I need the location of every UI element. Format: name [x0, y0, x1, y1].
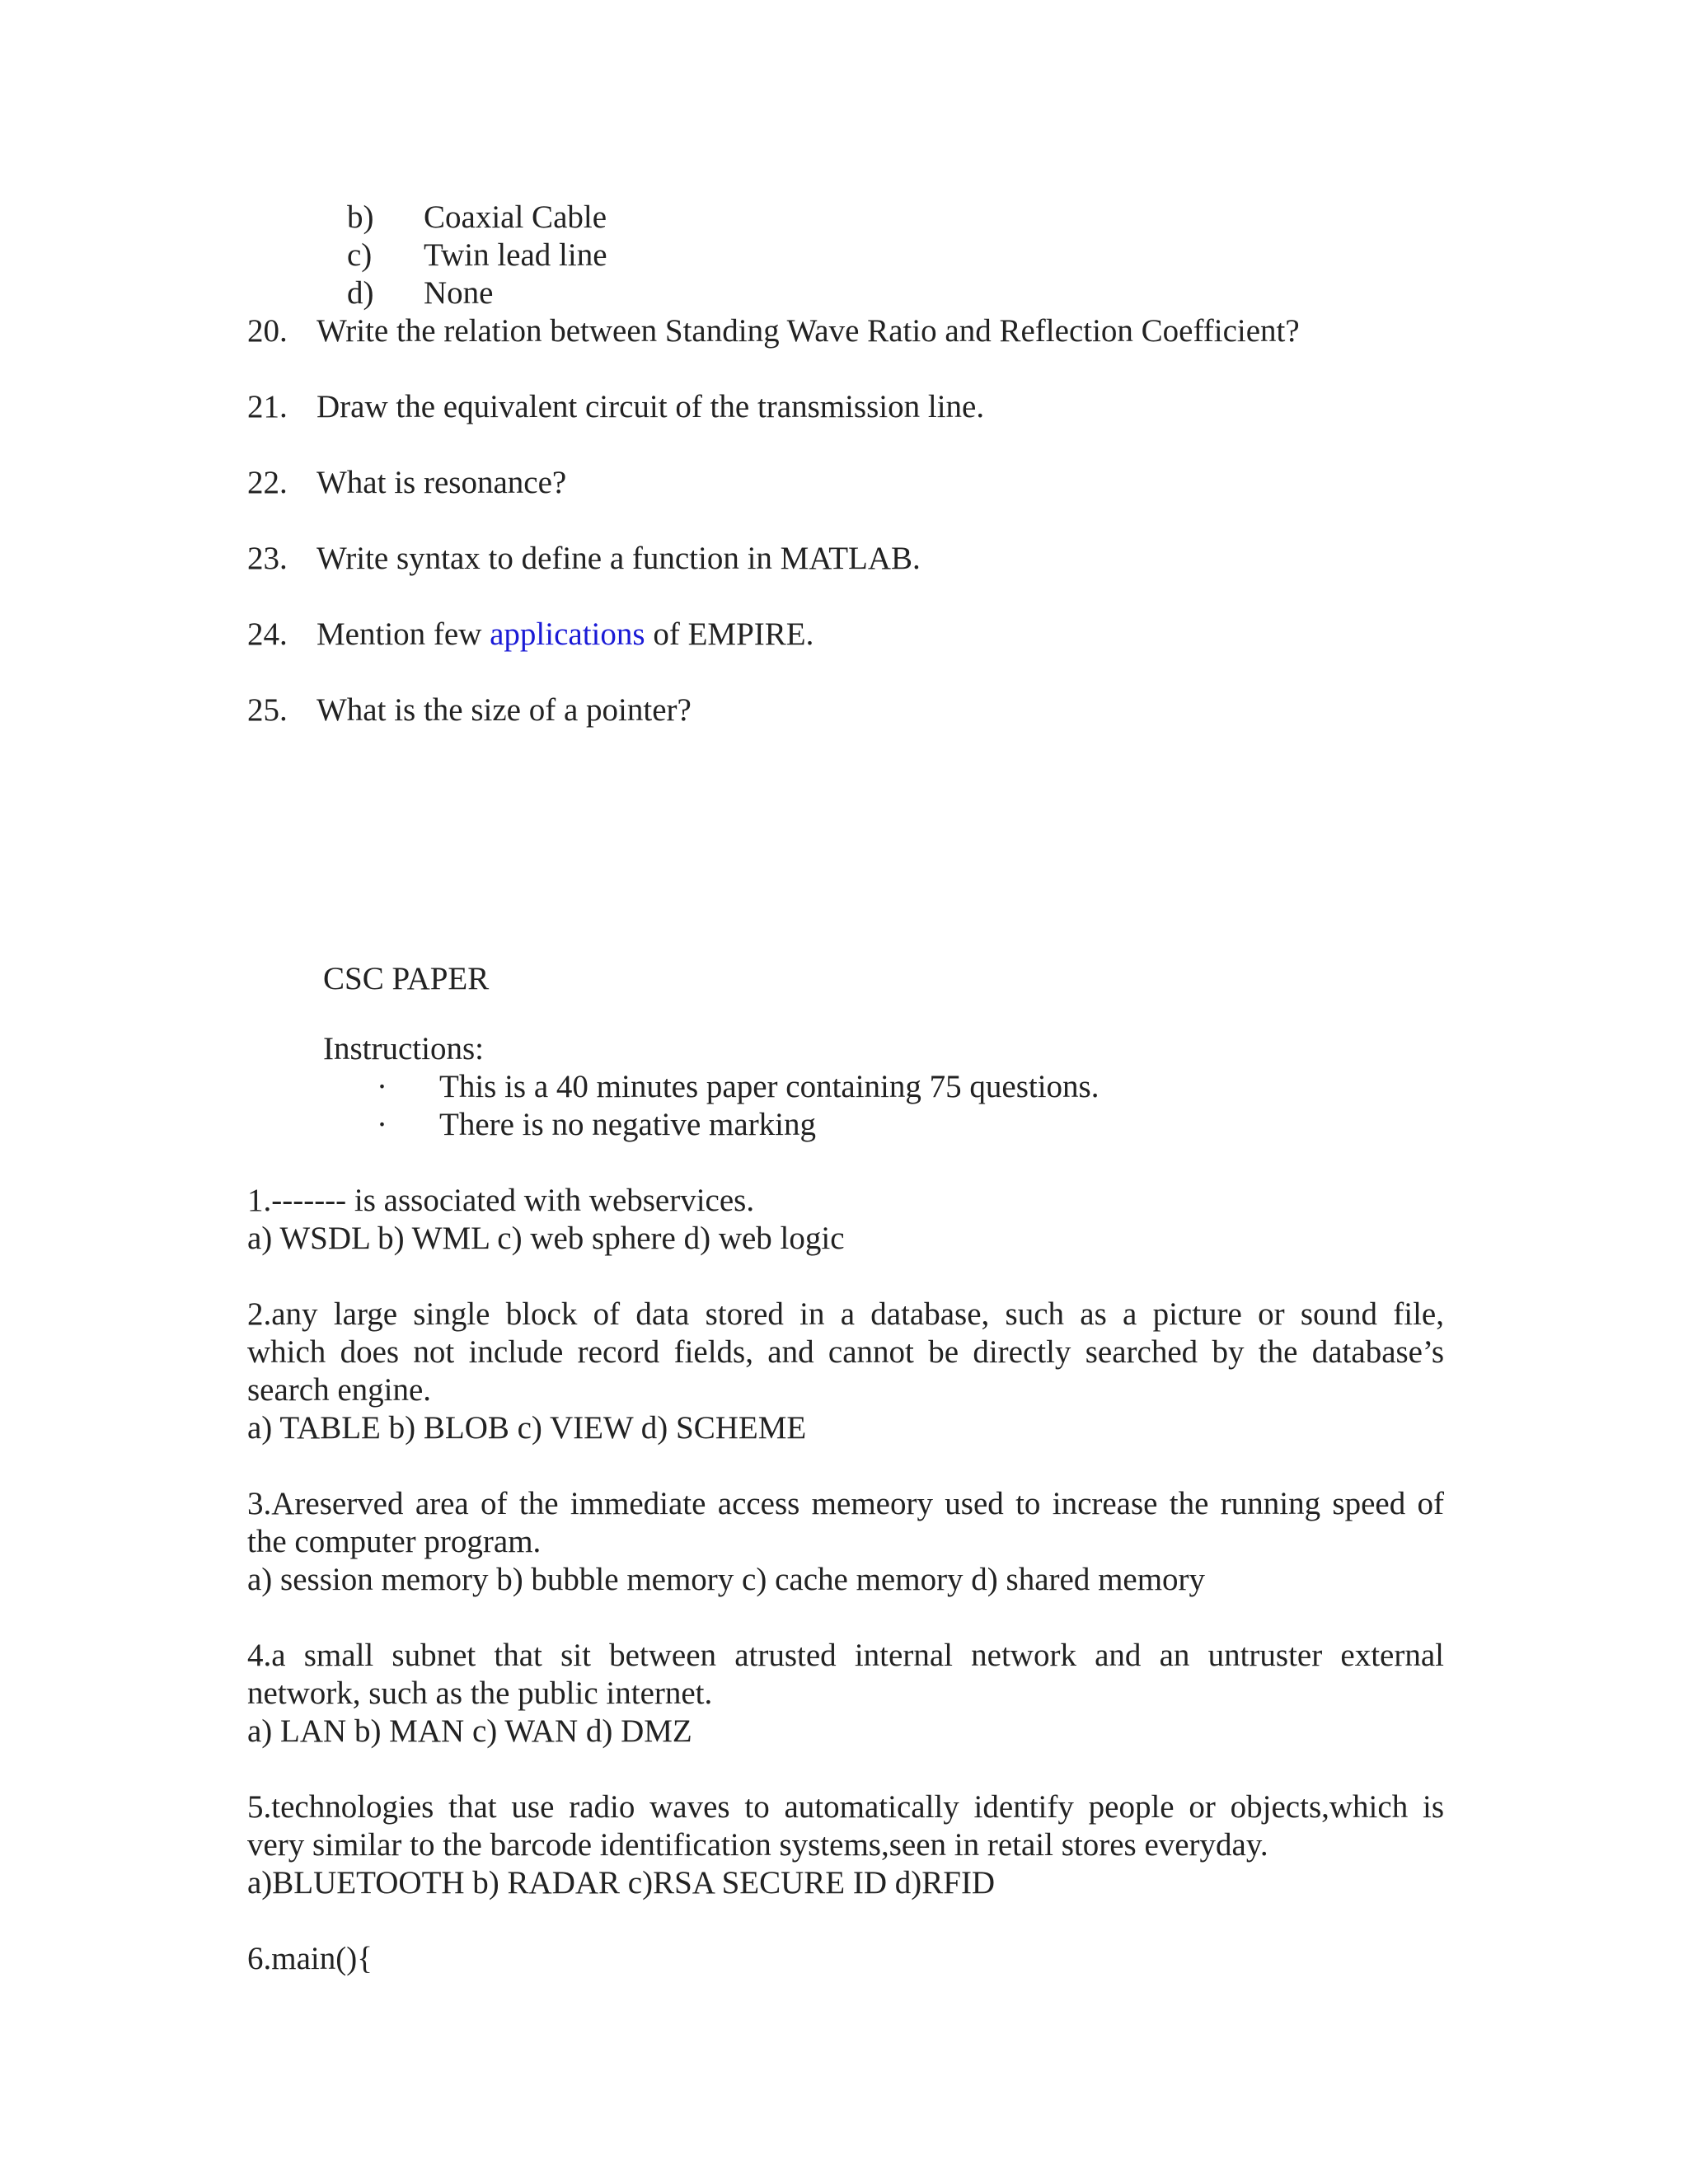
mcq-question: 1.------- is associated with webservices. [247, 1183, 755, 1218]
question-text: What is resonance? [316, 465, 567, 500]
mcq-options: a) TABLE b) BLOB c) VIEW d) SCHEME [247, 1410, 807, 1446]
question-line: network, such as the public internet. [247, 1675, 713, 1711]
option-letter: d) [347, 275, 374, 311]
mcq-options: a) LAN b) MAN c) WAN d) DMZ [247, 1713, 692, 1749]
paper-title: CSC PAPER [323, 961, 490, 996]
question-number: 21. [247, 389, 288, 424]
mcq-question [247, 1485, 1444, 1599]
option-letter: b) [347, 199, 374, 235]
question-line: 3.Areserved area of the immediate access memeory used to increase the running speed of [247, 1486, 1444, 1521]
mcq-options: a) WSDL b) WML c) web sphere d) web logic [247, 1221, 845, 1256]
instruction-text: There is no negative marking [439, 1107, 817, 1142]
question-line: search engine. [247, 1372, 432, 1408]
question-number: 23. [247, 541, 288, 576]
option-text: Coaxial Cable [424, 199, 607, 235]
mcq-question: 6.main(){ [247, 1941, 373, 1976]
applications-link[interactable]: applications [490, 616, 645, 652]
question-line: very similar to the barcode identification systems,seen in retail stores everyday. [247, 1827, 1268, 1863]
question-text: Draw the equivalent circuit of the transmission line. [316, 389, 985, 424]
question-number: 22. [247, 465, 288, 500]
question-number: 25. [247, 692, 288, 728]
question-number: 24. [247, 616, 288, 652]
mcq-options: a)BLUETOOTH b) RADAR c)RSA SECURE ID d)RFID [247, 1865, 996, 1900]
question-text: Write syntax to define a function in MATLAB. [316, 541, 921, 576]
question-text: Write the relation between Standing Wave Ratio and Reflection Coefficient? [316, 313, 1300, 349]
question-text [316, 616, 814, 654]
instructions-label: Instructions: [323, 1031, 484, 1066]
question-line: 2.any large single block of data stored in a database, such as a picture or sound file, [247, 1296, 1444, 1332]
option-text: Twin lead line [424, 237, 607, 273]
instruction-text: This is a 40 minutes paper containing 75 questions. [439, 1069, 1100, 1104]
question-text-before: Mention few [316, 616, 490, 652]
bullet-dot: · [377, 1069, 387, 1104]
option-letter: c) [347, 237, 373, 273]
question-number: 20. [247, 313, 288, 349]
question-text-after: of EMPIRE. [645, 616, 814, 652]
question-text: What is the size of a pointer? [316, 692, 692, 728]
question-line: 5.technologies that use radio waves to automatically identify people or objects,which is [247, 1789, 1444, 1825]
question-line: 4.a small subnet that sit between atrusted internal network and an untruster external [247, 1638, 1444, 1673]
question-line: which does not include record fields, and cannot be directly searched by the database’s [247, 1334, 1444, 1370]
option-text: None [424, 275, 494, 311]
mcq-options: a) session memory b) bubble memory c) cache memory d) shared memory [247, 1562, 1206, 1597]
bullet-dot: · [377, 1107, 387, 1142]
mcq-question [247, 1788, 1444, 1902]
question-line: the computer program. [247, 1524, 542, 1559]
mcq-question [247, 1296, 1444, 1447]
mcq-question [247, 1637, 1444, 1750]
